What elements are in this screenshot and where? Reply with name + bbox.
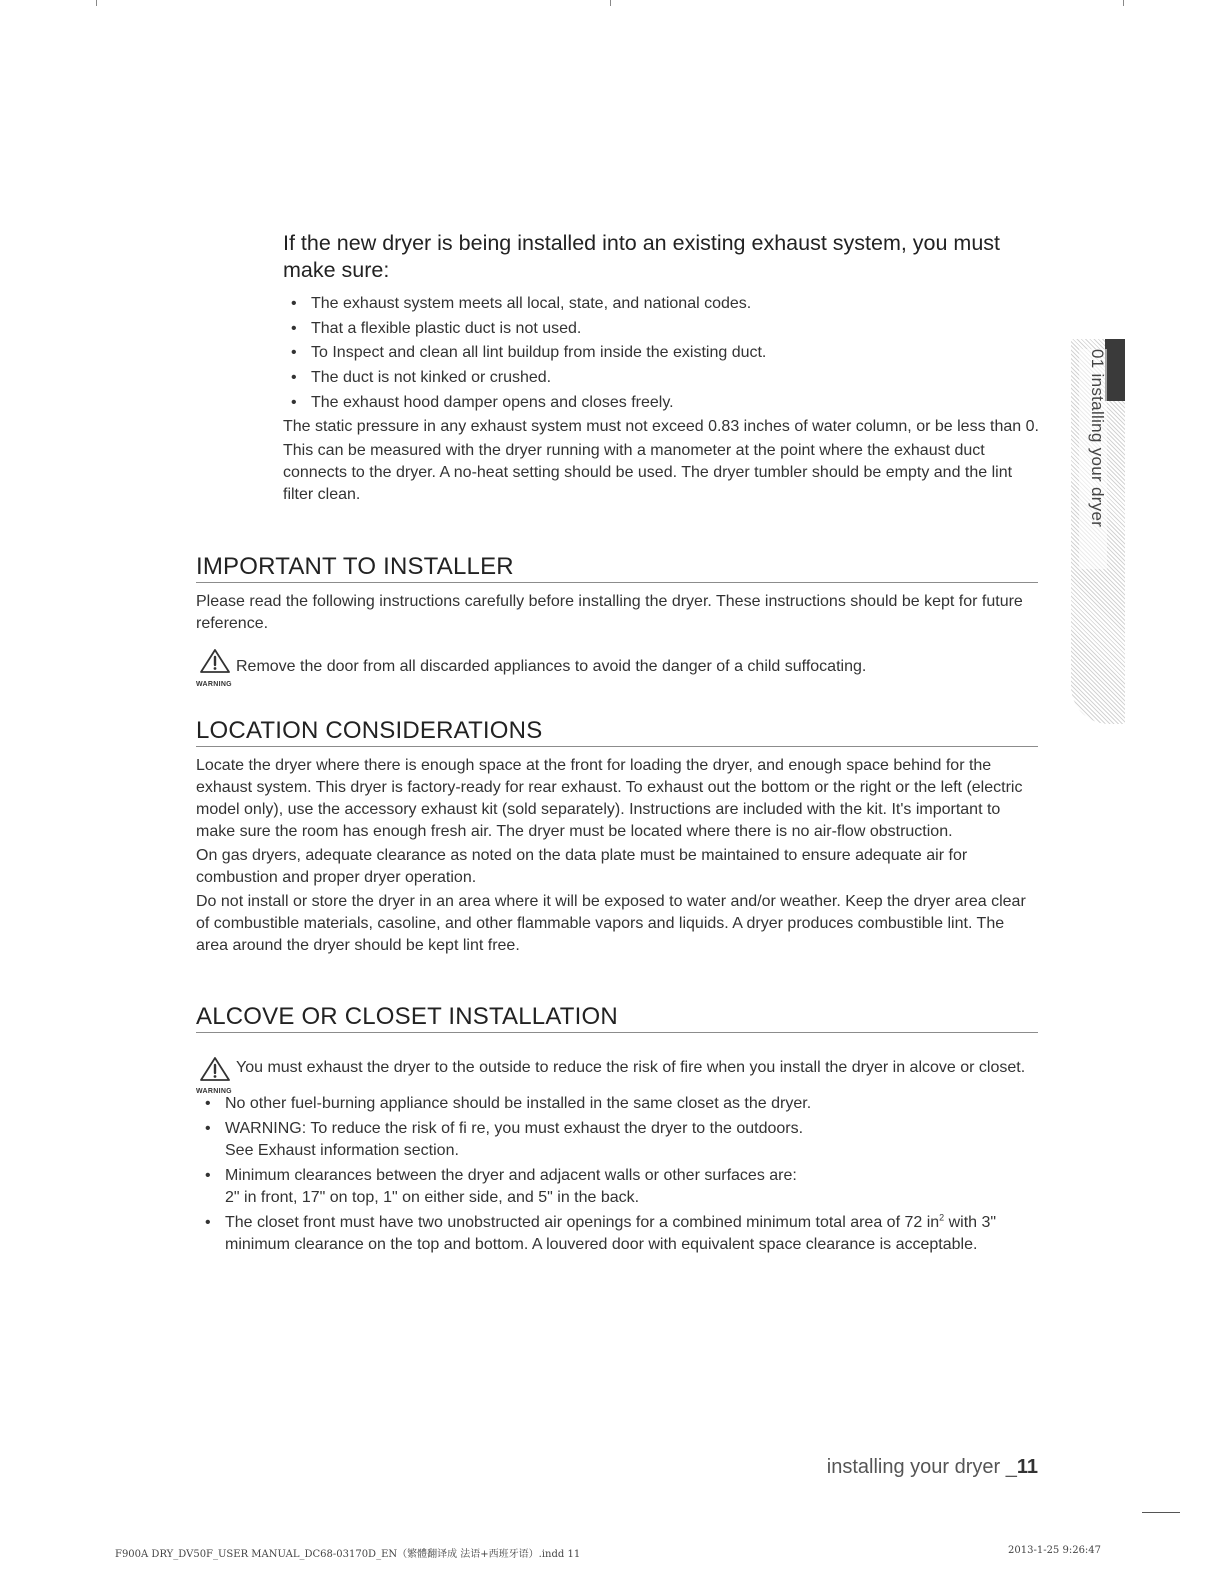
list-item-text: The closet front must have two unobstructed air openings for a combined minimum total area of 72 in (225, 1213, 940, 1231)
list-item (225, 1093, 1038, 1116)
warning-icon (196, 1057, 236, 1095)
warning-label: WARNING (196, 1088, 232, 1095)
intro-heading: If the new dryer is being installed into an existing exhaust system, you must make sure: (283, 231, 1001, 282)
superscript: 2 (939, 1212, 945, 1223)
warning-notice (196, 1057, 1038, 1095)
list-item (225, 1118, 1038, 1163)
section-important (196, 553, 1038, 688)
important-body: Please read the following instructions carefully before installing the dryer. These instructions should be kept for future reference. (196, 593, 1023, 632)
alcove-bullet-list (196, 1093, 1038, 1257)
list-item: • The duct is not kinked or crushed. (311, 366, 1043, 391)
list-item: • That a flexible plastic duct is not used. (311, 317, 1043, 342)
section-location (196, 717, 1038, 959)
warning-text: Remove the door from all discarded appliances to avoid the danger of a child suffocating. (236, 658, 867, 675)
list-item (225, 1212, 1038, 1257)
warning-label: WARNING (196, 681, 232, 688)
list-item (225, 1165, 1038, 1210)
list-item: • The exhaust system meets all local, state, and national codes. (311, 292, 1043, 317)
warning-icon (196, 649, 236, 688)
location-paragraph-3: Do not install or store the dryer in an area where it will be exposed to water and/or weather. Keep the dryer area clear of combustible materials, casoline, and other flammable vapors and liquids. A dryer produces combustible lint. The area around the dryer should be kept lint free. (196, 893, 1026, 954)
chapter-side-tab (1071, 339, 1125, 724)
section-title: LOCATION CONSIDERATIONS (196, 717, 1038, 747)
list-item-text: See Exhaust information section. (225, 1142, 459, 1159)
footer-rule (1142, 1512, 1180, 1513)
print-date: 2013-1-25 9:26:47 (1008, 1545, 1102, 1556)
list-item-text: WARNING: To reduce the risk of fi re, you must exhaust the dryer to the outdoors. (225, 1119, 804, 1137)
list-item-text: 2" in front, 17" on top, 1" on either side, and 5" in the back. (225, 1189, 640, 1206)
section-title: ALCOVE OR CLOSET INSTALLATION (196, 1003, 1038, 1033)
list-item-text: No other fuel-burning appliance should be installed in the same closet as the dryer. (225, 1095, 812, 1112)
crop-mark (96, 0, 97, 6)
list-item: • The exhaust hood damper opens and closes freely. (311, 391, 1043, 416)
chapter-tab-label: 01 installing your dryer (1079, 349, 1107, 569)
intro-bullet-list (283, 292, 1043, 416)
list-item-text: Minimum clearances between the dryer and adjacent walls or other surfaces are: (225, 1166, 797, 1184)
manometer-paragraph: This can be measured with the dryer running with a manometer at the point where the exhaust duct connects to the dryer. A no-heat setting should be used. The dryer tumbler should be empty and the lint filter clean. (283, 441, 1013, 503)
intro-block (283, 230, 1043, 508)
list-item: • To Inspect and clean all lint buildup from inside the existing duct. (311, 341, 1043, 366)
location-paragraph-1: Locate the dryer where there is enough space at the front for loading the dryer, and enough space behind for the exhaust system. This dryer is factory-ready for rear exhaust. To exhaust out the bottom or the right or the left (electric model only), use the accessory exhaust kit (sold separately). Instructions are included with the kit. It's important to make sure the room has enough fresh air. The dryer must be located where there is no air-flow obstruction. (196, 757, 1023, 840)
crop-mark (610, 0, 611, 6)
static-pressure-paragraph: The static pressure in any exhaust system must not exceed 0.83 inches of water column, or be less than 0. (283, 417, 1039, 435)
tab-marker (1105, 339, 1125, 401)
section-alcove (196, 1003, 1038, 1259)
print-slug: F900A DRY_DV50F_USER MANUAL_DC68-03170D_EN（繁體翻译成 法语+西班牙语）.indd 11 (115, 1549, 581, 1560)
location-paragraph-2: On gas dryers, adequate clearance as noted on the data plate must be maintained to ensure adequate air for combustion and proper dryer operation. (196, 847, 968, 886)
footer-section-label: installing your dryer _ (826, 1456, 1017, 1478)
crop-mark (1123, 0, 1124, 6)
page-number: 11 (1016, 1456, 1038, 1478)
warning-text: You must exhaust the dryer to the outside to reduce the risk of fire when you install the dryer in alcove or closet. (236, 1059, 1026, 1076)
warning-notice (196, 649, 1038, 688)
section-title: IMPORTANT TO INSTALLER (196, 553, 1038, 583)
page-footer (827, 1456, 1038, 1479)
list-item-text: with 3" minimum clearance on the top and bottom. A louvered door with equivalent space clearance is acceptable. (225, 1213, 997, 1253)
